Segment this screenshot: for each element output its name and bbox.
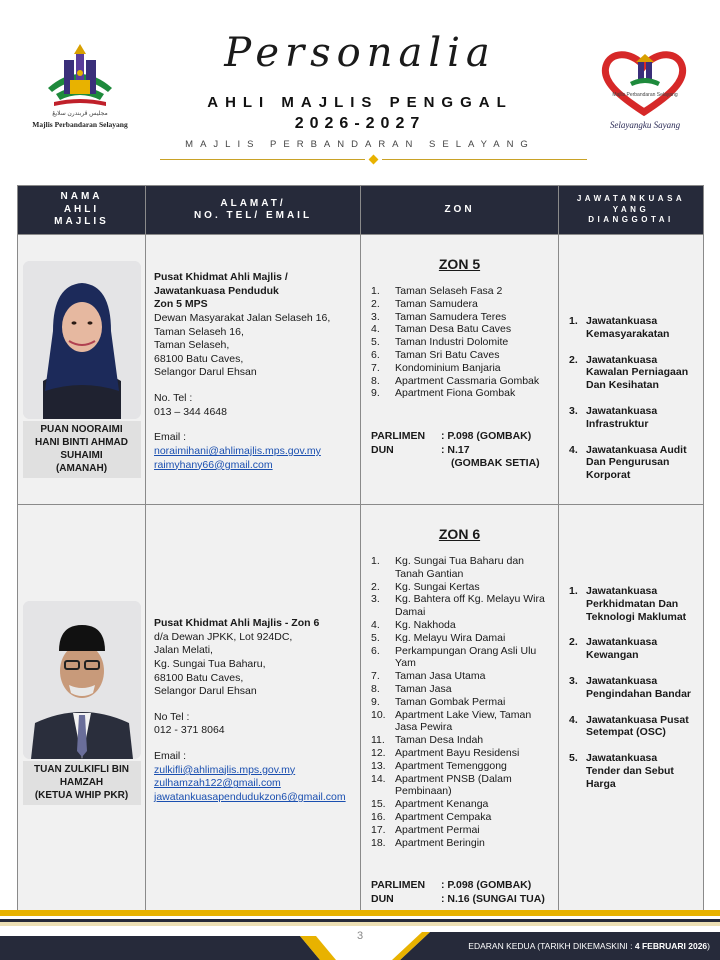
address-line: 68100 Batu Caves,	[154, 352, 244, 365]
list-item: 9. Apartment Fiona Gombak	[371, 387, 516, 400]
list-item: 3. Kg. Bahtera off Kg. Melayu Wira Damai	[371, 593, 545, 619]
list-item: 1. Kg. Sungai Tua Baharu dan Tanah Gantian	[371, 555, 525, 580]
header-zone: ZON	[361, 186, 559, 235]
member-name-line: PUAN NOORAIMI	[40, 424, 123, 435]
email-label: Email :	[154, 750, 187, 763]
list-item: 5. Kg. Melayu Wira Damai	[371, 631, 506, 644]
list-item: 1. Jawatankuasa Perkhidmatan Dan Teknologi Maklumat	[569, 585, 687, 623]
list-item: 2. Taman Samudera	[371, 297, 478, 310]
list-item: 2. Kg. Sungai Kertas	[371, 580, 480, 593]
member-party: (KETUA WHIP PKR)	[34, 790, 129, 801]
header-name: NAMA AHLI MAJLIS	[18, 186, 146, 235]
list-item: 4. Taman Desa Batu Caves	[371, 323, 512, 336]
list-item: 5. Taman Industri Dolomite	[371, 336, 509, 349]
page-subtitle: MAJLIS PERBANDARAN SELAYANG	[185, 139, 535, 150]
address-heading: Pusat Khidmat Ahli Majlis - Zon 6	[154, 617, 320, 629]
members-table	[17, 185, 704, 916]
list-item: 13. Apartment Temenggong	[371, 759, 507, 772]
address-line: Dewan Masyarakat Jalan Selaseh 16,	[154, 311, 331, 324]
committee-list	[559, 505, 703, 791]
address-line: Selangor Darul Ehsan	[154, 366, 257, 379]
divider-diamond-icon	[369, 155, 379, 165]
dun-name: (GOMBAK SETIA)	[451, 457, 540, 470]
list-item: 7. Kondominium Banjaria	[371, 361, 501, 374]
dun-label: DUN	[371, 443, 394, 456]
parlimen-value: : P.098 (GOMBAK)	[441, 430, 532, 443]
list-item: 17. Apartment Permai	[371, 823, 480, 836]
email-label: Email :	[154, 431, 187, 444]
dun-value: : N.17	[441, 443, 470, 456]
email-link[interactable]: zulhamzah122@gmail.com	[154, 777, 281, 790]
zone-cell	[361, 505, 559, 916]
parlimen-label: PARLIMEN	[371, 430, 426, 443]
address-line: Kg. Sungai Tua Baharu,	[154, 657, 266, 670]
list-item: 16. Apartment Cempaka	[371, 810, 492, 823]
divider-left	[160, 159, 365, 160]
list-item: 2. Jawatankuasa Kewangan	[569, 636, 658, 662]
list-item: 3. Jawatankuasa Pengindahan Bandar	[569, 674, 692, 700]
list-item: 14. Apartment PNSB (Dalam Pembinaan)	[371, 772, 512, 798]
list-item: 11. Taman Desa Indah	[371, 734, 484, 747]
dun-value: : N.16 (SUNGAI TUA)	[441, 892, 545, 905]
page-number: 3	[356, 930, 364, 942]
list-item: 8. Taman Jasa	[371, 682, 452, 695]
list-item: 2. Jawatankuasa Kawalan Perniagaan Dan Kesihatan	[569, 353, 689, 392]
tel-label: No. Tel :	[154, 392, 193, 405]
member-cell	[18, 505, 146, 916]
edition-note: EDARAN KEDUA (TARIKH DIKEMASKINI : 4 FEBRUARI 2026)	[468, 941, 710, 951]
table-header-row	[18, 186, 704, 235]
zone-title: ZON 6	[438, 526, 481, 542]
zone-cell	[361, 235, 559, 505]
committee-list	[559, 235, 703, 482]
tel-number: 013 – 344 4648	[154, 405, 227, 418]
zone-title: ZON 5	[438, 256, 481, 272]
parlimen-label: PARLIMEN	[371, 879, 426, 892]
address-cell	[146, 505, 361, 916]
member-name	[23, 761, 141, 805]
list-item: 4. Jawatankuasa Pusat Setempat (OSC)	[569, 713, 689, 739]
selayang-heart-logo	[596, 48, 692, 138]
page-title-script: Personalia	[224, 30, 496, 76]
address-heading: Zon 5 MPS	[154, 298, 208, 311]
committee-cell	[559, 235, 704, 505]
tel-number: 012 - 371 8064	[154, 724, 225, 737]
tel-label: No Tel :	[154, 710, 190, 723]
member-photo	[23, 601, 141, 759]
member-name-line: SUHAIMI	[60, 450, 103, 461]
divider-right	[382, 159, 587, 160]
member-name-line: TUAN ZULKIFLI BIN	[34, 764, 129, 775]
zone-area-list	[361, 555, 558, 849]
email-link[interactable]: zulkifli@ahlimajlis.mps.gov.my	[154, 763, 296, 776]
list-item: 15. Apartment Kenanga	[371, 798, 489, 811]
address-heading: Pusat Khidmat Ahli Majlis /	[154, 271, 288, 283]
list-item: 9. Taman Gombak Permai	[371, 695, 506, 708]
constituency-info	[361, 879, 558, 906]
list-item: 4. Kg. Nakhoda	[371, 618, 456, 631]
address-line: 68100 Batu Caves,	[154, 671, 244, 684]
logo-caption: Majlis Perbandaran Selayang	[32, 120, 128, 129]
heart-logo-caption: Majlis Perbandaran Selayang	[612, 92, 678, 98]
list-item: 8. Apartment Cassmaria Gombak	[371, 374, 540, 387]
list-item: 1. Taman Selaseh Fasa 2	[371, 285, 503, 297]
heart-logo-slogan: Selayangku Sayang	[609, 120, 681, 130]
table-row	[18, 235, 704, 505]
member-name-line: HANI BINTI AHMAD	[35, 437, 128, 448]
mps-logo	[30, 40, 130, 135]
zone-area-list	[361, 285, 558, 400]
address-line: d/a Dewan JPKK, Lot 924DC,	[154, 630, 293, 643]
member-party: (AMANAH)	[55, 463, 108, 474]
email-link[interactable]: noraimihani@ahlimajlis.mps.gov.my	[154, 445, 321, 458]
constituency-info	[361, 430, 558, 471]
parlimen-value: : P.098 (GOMBAK)	[441, 879, 532, 892]
email-link[interactable]: jawatankuasapendudukzon6@gmail.com	[154, 791, 346, 804]
header-address: ALAMAT/ NO. TEL/ EMAIL	[146, 186, 361, 235]
page-title: AHLI MAJLIS PENGGAL	[207, 94, 513, 111]
table-row	[18, 505, 704, 916]
address-line: Selangor Darul Ehsan	[154, 685, 257, 698]
list-item: 3. Jawatankuasa Infrastruktur	[569, 404, 658, 430]
address-heading: Jawatankuasa Penduduk	[154, 284, 279, 297]
page-year: 2026-2027	[294, 115, 426, 132]
logo-arabic-text: مجليس ڤربندرن سلايڠ	[52, 111, 108, 117]
list-item: 7. Taman Jasa Utama	[371, 670, 486, 683]
member-name-line: HAMZAH	[59, 777, 104, 788]
list-item: 12. Apartment Bayu Residensi	[371, 746, 520, 759]
list-item: 18. Apartment Beringin	[371, 836, 485, 849]
list-item: 3. Taman Samudera Teres	[371, 310, 507, 323]
list-item: 4. Jawatankuasa Audit Dan Pengurusan Korporat	[569, 443, 687, 482]
list-item: 6. Taman Sri Batu Caves	[371, 348, 500, 361]
address-cell	[146, 235, 361, 505]
committee-cell	[559, 505, 704, 916]
dun-label: DUN	[371, 892, 394, 905]
list-item: 1. Jawatankuasa Kemasyarakatan	[569, 315, 670, 340]
list-item: 10. Apartment Lake View, Taman Jasa Pewira	[371, 708, 532, 734]
email-link[interactable]: raimyhany66@gmail.com	[154, 458, 273, 471]
address-line: Taman Selaseh,	[154, 339, 230, 352]
member-photo	[23, 261, 141, 419]
address-line: Taman Selaseh 16,	[154, 325, 244, 338]
list-item: 5. Jawatankuasa Tender dan Sebut Harga	[569, 752, 674, 790]
list-item: 6. Perkampungan Orang Asli Ulu Yam	[371, 644, 537, 670]
header-committee: JAWATANKUASA YANG DIANGGOTAI	[559, 186, 704, 235]
member-name	[23, 421, 141, 478]
member-cell	[18, 235, 146, 505]
address-line: Jalan Melati,	[154, 644, 213, 657]
edition-date: 4 FEBRUARI 2026	[634, 941, 708, 951]
